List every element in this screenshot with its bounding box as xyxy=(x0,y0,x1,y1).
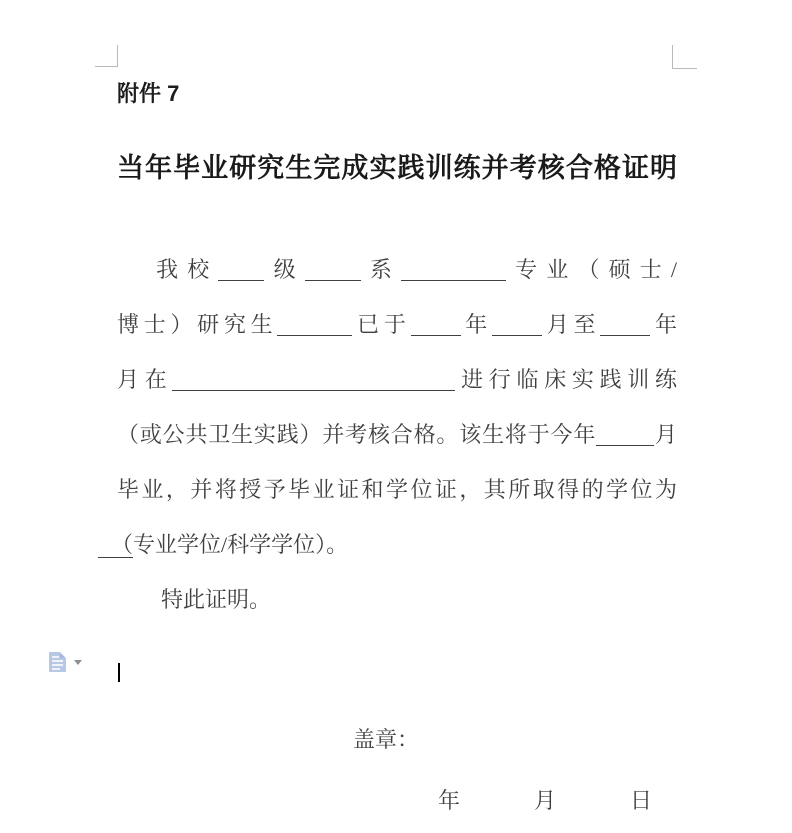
blank-underline xyxy=(492,318,542,336)
text-segment: 月在 xyxy=(117,367,173,392)
blank-underline: （ xyxy=(98,532,133,558)
text-segment: 年 xyxy=(460,312,493,337)
blank-underline xyxy=(218,263,264,281)
paste-icon-line xyxy=(52,660,63,662)
page-fold-corner xyxy=(60,653,65,658)
margin-corner-mark-top-left xyxy=(117,45,118,67)
text-segment: 月 xyxy=(654,422,677,447)
body-line-1 xyxy=(117,257,677,283)
paste-icon-line xyxy=(52,656,59,658)
blank-underline xyxy=(600,318,650,336)
margin-corner-mark-top-left xyxy=(95,66,118,67)
body-line-7: 特此证明。 xyxy=(161,587,272,612)
document-title: 当年毕业研究生完成实践训练并考核合格证明 xyxy=(117,153,677,183)
text-segment: 专业（硕士/ xyxy=(506,257,677,282)
text-segment: 博士）研究生 xyxy=(117,312,278,337)
date-day-label: 日 xyxy=(629,788,652,813)
blank-underline xyxy=(172,373,455,391)
text-segment: 月至 xyxy=(542,312,601,337)
blank-underline xyxy=(305,263,361,281)
blank-underline xyxy=(411,318,461,336)
body-line-3 xyxy=(117,367,677,393)
chevron-down-icon[interactable] xyxy=(74,660,82,665)
paste-icon-line xyxy=(52,664,63,666)
paste-options-button[interactable] xyxy=(49,650,91,674)
date-month-label: 月 xyxy=(533,788,556,813)
date-line xyxy=(438,784,652,815)
body-line-6 xyxy=(98,532,348,558)
margin-corner-mark-top-right xyxy=(672,68,697,69)
text-segment: 级 xyxy=(264,257,305,282)
blank-underline xyxy=(277,318,352,336)
paste-icon-line xyxy=(52,668,60,670)
body-line-5: 毕业，并将授予毕业证和学位证，其所取得的学位为 xyxy=(117,477,677,502)
text-segment: 年 xyxy=(650,312,677,337)
seal-label: 盖章： xyxy=(353,727,420,752)
date-year-label: 年 xyxy=(438,788,461,813)
margin-corner-mark-top-right xyxy=(672,45,673,69)
text-cursor xyxy=(118,663,120,682)
text-segment: 系 xyxy=(360,257,402,282)
text-segment: 进行临床实践训练 xyxy=(455,367,677,392)
blank-underline xyxy=(596,428,654,446)
text-segment: （或公共卫生实践）并考核合格。该生将于今年 xyxy=(117,422,597,447)
attachment-label: 附件 7 xyxy=(117,81,180,106)
paste-options-icon xyxy=(49,652,66,672)
body-line-4 xyxy=(117,422,677,448)
text-segment: 我校 xyxy=(147,257,219,282)
text-segment: 专业学位/科学学位）。 xyxy=(133,532,349,557)
body-line-2 xyxy=(117,312,677,338)
blank-underline xyxy=(401,263,506,281)
text-segment: 已于 xyxy=(352,312,411,337)
